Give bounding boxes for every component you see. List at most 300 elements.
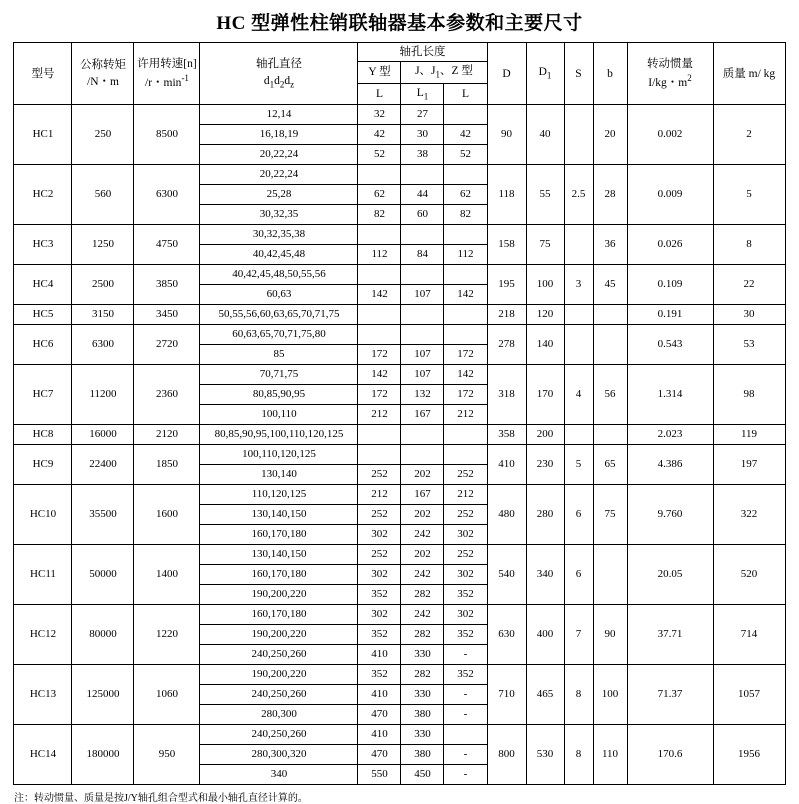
cell-mass: 2	[713, 105, 785, 165]
cell-length-Lz: 52	[444, 145, 487, 165]
cell-allowable-speed: 4750	[134, 225, 200, 265]
cell-bore-diameter: 85	[200, 345, 358, 365]
cell-allowable-speed: 1400	[134, 545, 200, 605]
cell-length-L1	[401, 305, 444, 325]
cell-length-Lz	[444, 265, 487, 285]
table-row	[14, 325, 785, 345]
th-allowable-speed-line1: 许用转速[n]	[137, 57, 197, 70]
cell-length-L: 252	[358, 465, 401, 485]
cell-length-Lz: 172	[444, 385, 487, 405]
cell-length-L: 352	[358, 585, 401, 605]
cell-inertia: 0.009	[627, 165, 713, 225]
cell-D: 90	[487, 105, 526, 165]
cell-length-L: 410	[358, 725, 401, 745]
cell-length-L: 410	[358, 685, 401, 705]
cell-length-L1: 282	[401, 625, 444, 645]
cell-model: HC13	[14, 665, 72, 725]
cell-bore-diameter: 40,42,45,48,50,55,56	[200, 265, 358, 285]
th-bore-length: 轴孔长度	[358, 43, 487, 62]
cell-length-L: 550	[358, 765, 401, 785]
cell-length-L1	[401, 225, 444, 245]
cell-length-L1: 167	[401, 405, 444, 425]
cell-D: 278	[487, 325, 526, 365]
cell-S: 4	[564, 365, 593, 425]
cell-S	[564, 305, 593, 325]
cell-S: 3	[564, 265, 593, 305]
cell-model: HC4	[14, 265, 72, 305]
cell-model: HC7	[14, 365, 72, 425]
cell-inertia: 0.543	[627, 325, 713, 365]
cell-bore-diameter: 80,85,90,95	[200, 385, 358, 405]
table-row	[14, 445, 785, 465]
cell-bore-diameter: 60,63	[200, 285, 358, 305]
th-L: L	[358, 83, 401, 105]
cell-length-L: 82	[358, 205, 401, 225]
cell-allowable-speed: 2120	[134, 425, 200, 445]
cell-bore-diameter: 240,250,260	[200, 645, 358, 665]
cell-inertia: 0.002	[627, 105, 713, 165]
cell-length-L: 212	[358, 485, 401, 505]
cell-length-L1: 107	[401, 345, 444, 365]
table-row	[14, 305, 785, 325]
cell-D1: 170	[526, 365, 564, 425]
cell-D: 540	[487, 545, 526, 605]
cell-nominal-torque: 11200	[72, 365, 134, 425]
th-bore-d2: d	[274, 74, 280, 87]
cell-length-Lz: -	[444, 685, 487, 705]
th-D1	[526, 43, 564, 105]
cell-bore-diameter: 160,170,180	[200, 525, 358, 545]
cell-length-Lz: 352	[444, 625, 487, 645]
th-jjz-type	[401, 62, 487, 84]
cell-allowable-speed: 1600	[134, 485, 200, 545]
cell-nominal-torque: 50000	[72, 545, 134, 605]
th-bore-d1: d	[263, 74, 270, 87]
cell-bore-diameter: 130,140	[200, 465, 358, 485]
cell-length-Lz: -	[444, 765, 487, 785]
th-nominal-torque-line2: /N・m	[87, 75, 119, 88]
table-row	[14, 605, 785, 625]
cell-length-L1: 27	[401, 105, 444, 125]
table-row	[14, 365, 785, 385]
cell-length-L: 302	[358, 525, 401, 545]
cell-bore-diameter: 190,200,220	[200, 625, 358, 645]
cell-b: 28	[593, 165, 627, 225]
cell-allowable-speed: 1850	[134, 445, 200, 485]
th-L1-label: L	[416, 86, 424, 99]
cell-bore-diameter: 280,300,320	[200, 745, 358, 765]
cell-D1: 530	[526, 725, 564, 785]
cell-mass: 30	[713, 305, 785, 325]
cell-b	[593, 425, 627, 445]
table-row	[14, 105, 785, 125]
th-allowable-speed-exp: -1	[181, 73, 189, 84]
cell-length-L	[358, 325, 401, 345]
cell-length-L: 410	[358, 645, 401, 665]
cell-b	[593, 305, 627, 325]
cell-allowable-speed: 950	[134, 725, 200, 785]
cell-S: 7	[564, 605, 593, 665]
cell-D: 195	[487, 265, 526, 305]
cell-bore-diameter: 110,120,125	[200, 485, 358, 505]
cell-length-Lz	[444, 725, 487, 745]
cell-length-Lz: 302	[444, 565, 487, 585]
cell-D: 218	[487, 305, 526, 325]
cell-length-L1	[401, 425, 444, 445]
cell-S: 6	[564, 485, 593, 545]
cell-D: 358	[487, 425, 526, 445]
cell-S: 5	[564, 445, 593, 485]
cell-mass: 5	[713, 165, 785, 225]
cell-length-L: 302	[358, 565, 401, 585]
cell-length-L1: 202	[401, 505, 444, 525]
cell-D1: 120	[526, 305, 564, 325]
cell-length-L1	[401, 445, 444, 465]
cell-length-L1: 107	[401, 285, 444, 305]
cell-model: HC14	[14, 725, 72, 785]
cell-model: HC12	[14, 605, 72, 665]
cell-length-L: 142	[358, 365, 401, 385]
cell-mass: 1956	[713, 725, 785, 785]
cell-nominal-torque: 2500	[72, 265, 134, 305]
cell-bore-diameter: 280,300	[200, 705, 358, 725]
cell-length-L1: 44	[401, 185, 444, 205]
cell-bore-diameter: 12,14	[200, 105, 358, 125]
cell-inertia: 0.191	[627, 305, 713, 325]
cell-length-L: 252	[358, 545, 401, 565]
cell-length-L: 172	[358, 345, 401, 365]
cell-length-Lz: 252	[444, 545, 487, 565]
cell-D1: 55	[526, 165, 564, 225]
table-row	[14, 485, 785, 505]
cell-bore-diameter: 25,28	[200, 185, 358, 205]
cell-nominal-torque: 16000	[72, 425, 134, 445]
cell-length-L: 252	[358, 505, 401, 525]
cell-length-L: 112	[358, 245, 401, 265]
cell-S: 8	[564, 725, 593, 785]
cell-bore-diameter: 80,85,90,95,100,110,120,125	[200, 425, 358, 445]
cell-b: 56	[593, 365, 627, 425]
cell-b	[593, 545, 627, 605]
cell-D: 318	[487, 365, 526, 425]
cell-length-Lz: 142	[444, 365, 487, 385]
th-D: D	[487, 43, 526, 105]
table-row	[14, 725, 785, 745]
cell-D: 480	[487, 485, 526, 545]
cell-length-L1: 282	[401, 665, 444, 685]
cell-length-L1: 167	[401, 485, 444, 505]
table-row	[14, 665, 785, 685]
cell-length-Lz: 352	[444, 665, 487, 685]
cell-length-L: 352	[358, 665, 401, 685]
cell-length-Lz	[444, 425, 487, 445]
cell-length-L1: 60	[401, 205, 444, 225]
cell-S: 6	[564, 545, 593, 605]
cell-nominal-torque: 560	[72, 165, 134, 225]
th-jjz-a: J、J	[415, 65, 436, 78]
th-L1	[401, 83, 444, 105]
th-Lz: L	[444, 83, 487, 105]
cell-allowable-speed: 1060	[134, 665, 200, 725]
th-inertia	[627, 43, 713, 105]
cell-bore-diameter: 30,32,35,38	[200, 225, 358, 245]
cell-bore-diameter: 160,170,180	[200, 605, 358, 625]
cell-length-L1: 330	[401, 685, 444, 705]
cell-bore-diameter: 100,110	[200, 405, 358, 425]
cell-D1: 400	[526, 605, 564, 665]
cell-length-L1: 38	[401, 145, 444, 165]
cell-allowable-speed: 3450	[134, 305, 200, 325]
cell-mass: 98	[713, 365, 785, 425]
cell-S: 8	[564, 665, 593, 725]
table-row	[14, 545, 785, 565]
cell-D1: 230	[526, 445, 564, 485]
cell-bore-diameter: 160,170,180	[200, 565, 358, 585]
cell-model: HC8	[14, 425, 72, 445]
cell-length-Lz	[444, 165, 487, 185]
cell-length-L	[358, 305, 401, 325]
cell-inertia: 2.023	[627, 425, 713, 445]
cell-bore-diameter: 190,200,220	[200, 585, 358, 605]
cell-length-L: 32	[358, 105, 401, 125]
cell-inertia: 71.37	[627, 665, 713, 725]
cell-mass: 1057	[713, 665, 785, 725]
th-b: b	[593, 43, 627, 105]
cell-length-Lz: 82	[444, 205, 487, 225]
th-nominal-torque-line1: 公称转矩	[79, 59, 126, 72]
table-row	[14, 165, 785, 185]
th-bore-dz-sub: z	[290, 79, 295, 90]
cell-inertia: 1.314	[627, 365, 713, 425]
cell-length-L: 470	[358, 745, 401, 765]
table-row	[14, 265, 785, 285]
cell-model: HC6	[14, 325, 72, 365]
cell-D: 158	[487, 225, 526, 265]
cell-b	[593, 325, 627, 365]
cell-bore-diameter: 30,32,35	[200, 205, 358, 225]
cell-b: 65	[593, 445, 627, 485]
cell-D: 800	[487, 725, 526, 785]
cell-length-L: 62	[358, 185, 401, 205]
cell-D1: 465	[526, 665, 564, 725]
cell-allowable-speed: 1220	[134, 605, 200, 665]
cell-bore-diameter: 70,71,75	[200, 365, 358, 385]
cell-length-Lz: 252	[444, 465, 487, 485]
th-inertia-exp: 2	[687, 73, 692, 84]
table-body	[14, 105, 785, 785]
cell-bore-diameter: 130,140,150	[200, 505, 358, 525]
cell-length-L1: 282	[401, 585, 444, 605]
cell-length-L1: 242	[401, 525, 444, 545]
cell-mass: 53	[713, 325, 785, 365]
th-allowable-speed-unit: /r・min	[145, 77, 182, 90]
cell-length-L1	[401, 265, 444, 285]
th-inertia-line1: 转动惯量	[647, 57, 693, 70]
cell-length-L1: 380	[401, 745, 444, 765]
th-jjz-b: 、Z 型	[440, 65, 473, 78]
cell-S	[564, 425, 593, 445]
cell-allowable-speed: 8500	[134, 105, 200, 165]
cell-allowable-speed: 3850	[134, 265, 200, 305]
cell-length-Lz: 142	[444, 285, 487, 305]
cell-length-Lz	[444, 325, 487, 345]
cell-model: HC1	[14, 105, 72, 165]
cell-D1: 40	[526, 105, 564, 165]
th-y-type: Y 型	[358, 62, 401, 84]
cell-length-L1: 242	[401, 605, 444, 625]
cell-length-L: 52	[358, 145, 401, 165]
cell-D: 410	[487, 445, 526, 485]
cell-mass: 714	[713, 605, 785, 665]
cell-length-L	[358, 425, 401, 445]
cell-nominal-torque: 180000	[72, 725, 134, 785]
cell-length-L1: 132	[401, 385, 444, 405]
cell-bore-diameter: 240,250,260	[200, 685, 358, 705]
th-bore-diameter-line2	[201, 73, 356, 91]
cell-length-L: 470	[358, 705, 401, 725]
cell-inertia: 9.760	[627, 485, 713, 545]
cell-S	[564, 105, 593, 165]
cell-mass: 520	[713, 545, 785, 605]
cell-length-L	[358, 445, 401, 465]
cell-inertia: 170.6	[627, 725, 713, 785]
cell-bore-diameter: 20,22,24	[200, 145, 358, 165]
th-D1-label: D	[538, 66, 547, 79]
cell-b: 20	[593, 105, 627, 165]
cell-mass: 22	[713, 265, 785, 305]
th-allowable-speed-line2	[135, 72, 198, 92]
cell-length-L: 302	[358, 605, 401, 625]
cell-bore-diameter: 340	[200, 765, 358, 785]
cell-bore-diameter: 100,110,120,125	[200, 445, 358, 465]
table-row	[14, 225, 785, 245]
cell-D1: 100	[526, 265, 564, 305]
cell-length-L1: 84	[401, 245, 444, 265]
cell-length-L1: 330	[401, 725, 444, 745]
cell-length-L1: 202	[401, 465, 444, 485]
cell-length-L: 172	[358, 385, 401, 405]
cell-S	[564, 325, 593, 365]
cell-inertia: 20.05	[627, 545, 713, 605]
cell-bore-diameter: 20,22,24	[200, 165, 358, 185]
cell-length-Lz: 212	[444, 405, 487, 425]
cell-length-L1	[401, 165, 444, 185]
cell-length-L1: 107	[401, 365, 444, 385]
cell-D: 710	[487, 665, 526, 725]
cell-length-L1	[401, 325, 444, 345]
cell-mass: 119	[713, 425, 785, 445]
cell-length-Lz: 352	[444, 585, 487, 605]
cell-model: HC10	[14, 485, 72, 545]
cell-mass: 197	[713, 445, 785, 485]
cell-mass: 8	[713, 225, 785, 265]
th-L1-sub: 1	[423, 91, 429, 102]
cell-length-Lz: 172	[444, 345, 487, 365]
th-model: 型号	[14, 43, 72, 105]
cell-length-Lz: -	[444, 705, 487, 725]
cell-inertia: 4.386	[627, 445, 713, 485]
th-bore-diameter-line1: 轴孔直径	[255, 58, 302, 71]
cell-mass: 322	[713, 485, 785, 545]
cell-bore-diameter: 50,55,56,60,63,65,70,71,75	[200, 305, 358, 325]
th-inertia-line2	[629, 72, 712, 92]
cell-length-L	[358, 165, 401, 185]
th-inertia-unit: I/kg・m	[648, 77, 688, 90]
cell-length-Lz: 212	[444, 485, 487, 505]
cell-length-L1: 330	[401, 645, 444, 665]
cell-bore-diameter: 130,140,150	[200, 545, 358, 565]
cell-bore-diameter: 40,42,45,48	[200, 245, 358, 265]
th-allowable-speed	[134, 43, 200, 105]
th-D1-sub: 1	[546, 70, 552, 81]
th-bore-d1-sub: 1	[269, 79, 275, 90]
cell-length-L: 212	[358, 405, 401, 425]
cell-length-Lz: 62	[444, 185, 487, 205]
cell-allowable-speed: 2360	[134, 365, 200, 425]
cell-length-Lz: 42	[444, 125, 487, 145]
cell-D: 118	[487, 165, 526, 225]
cell-length-L1: 450	[401, 765, 444, 785]
th-mass: 质量 m/ kg	[713, 43, 785, 105]
cell-D1: 75	[526, 225, 564, 265]
cell-allowable-speed: 2720	[134, 325, 200, 365]
cell-length-Lz: -	[444, 645, 487, 665]
parameters-table	[13, 42, 785, 785]
cell-inertia: 0.026	[627, 225, 713, 265]
table-row	[14, 425, 785, 445]
cell-b: 110	[593, 725, 627, 785]
cell-model: HC3	[14, 225, 72, 265]
cell-length-Lz	[444, 225, 487, 245]
cell-nominal-torque: 250	[72, 105, 134, 165]
cell-b: 90	[593, 605, 627, 665]
cell-nominal-torque: 22400	[72, 445, 134, 485]
cell-D: 630	[487, 605, 526, 665]
th-bore-d2-sub: 2	[279, 79, 285, 90]
cell-allowable-speed: 6300	[134, 165, 200, 225]
cell-S	[564, 225, 593, 265]
cell-inertia: 0.109	[627, 265, 713, 305]
cell-length-L	[358, 225, 401, 245]
table-header	[14, 43, 785, 105]
cell-nominal-torque: 35500	[72, 485, 134, 545]
cell-D1: 340	[526, 545, 564, 605]
cell-length-Lz	[444, 105, 487, 125]
cell-D1: 140	[526, 325, 564, 365]
cell-length-Lz: 252	[444, 505, 487, 525]
cell-model: HC2	[14, 165, 72, 225]
cell-length-L1: 202	[401, 545, 444, 565]
cell-length-Lz: 302	[444, 605, 487, 625]
cell-inertia: 37.71	[627, 605, 713, 665]
cell-D1: 280	[526, 485, 564, 545]
cell-length-L1: 242	[401, 565, 444, 585]
cell-nominal-torque: 6300	[72, 325, 134, 365]
cell-length-Lz: -	[444, 745, 487, 765]
cell-b: 100	[593, 665, 627, 725]
cell-bore-diameter: 240,250,260	[200, 725, 358, 745]
cell-D1: 200	[526, 425, 564, 445]
cell-b: 36	[593, 225, 627, 265]
cell-nominal-torque: 3150	[72, 305, 134, 325]
th-bore-dz: d	[284, 74, 291, 87]
th-nominal-torque	[72, 43, 134, 105]
cell-length-Lz: 302	[444, 525, 487, 545]
cell-nominal-torque: 125000	[72, 665, 134, 725]
cell-length-L: 42	[358, 125, 401, 145]
cell-length-L: 142	[358, 285, 401, 305]
cell-model: HC9	[14, 445, 72, 485]
